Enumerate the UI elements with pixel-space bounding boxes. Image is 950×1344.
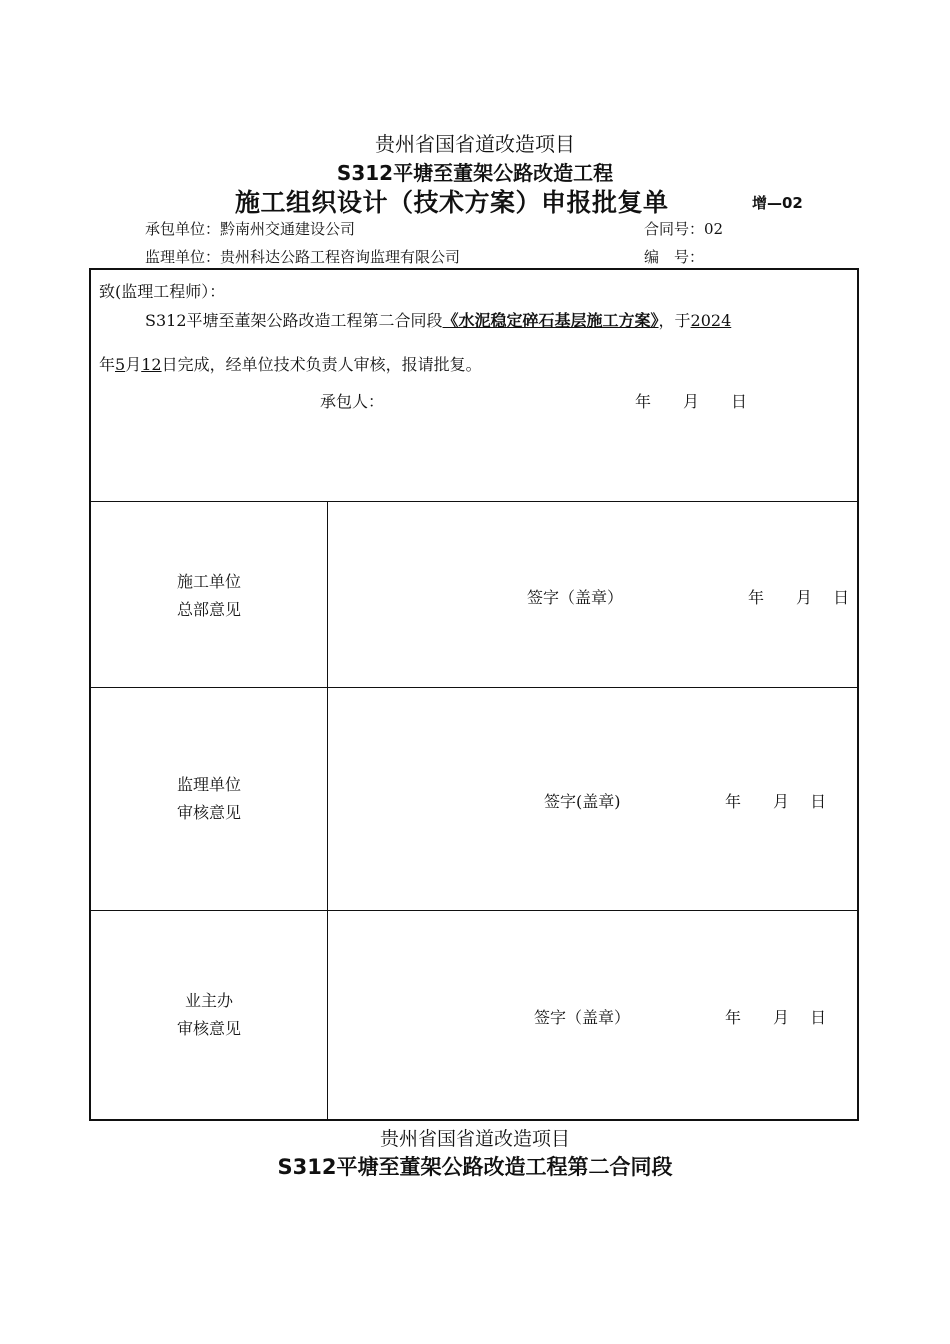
letter-line-1 bbox=[145, 308, 731, 331]
supervision-unit-date: 年 月 日 bbox=[725, 792, 827, 811]
supervisor-row bbox=[145, 246, 460, 267]
construction-unit-label bbox=[91, 568, 327, 624]
letter-line-2 bbox=[99, 352, 482, 375]
form-title: 施工组织设计（技术方案）申报批复单 bbox=[235, 188, 669, 217]
section-label-line: 审核意见 bbox=[176, 1019, 241, 1038]
letter-completion-text: 日完成，经单位技术负责人审核，报请批复。 bbox=[161, 355, 482, 374]
column-divider bbox=[327, 502, 328, 1119]
construction-unit-sign: 签字（盖章） bbox=[527, 588, 624, 607]
row-divider bbox=[90, 501, 858, 502]
contractor-label: 承包单位： bbox=[145, 220, 221, 238]
contract-no-label: 合同号： bbox=[644, 220, 705, 238]
owner-office-date: 年 月 日 bbox=[725, 1008, 827, 1027]
submit-year: 2024 bbox=[690, 311, 732, 330]
contractor-row bbox=[145, 218, 355, 239]
letter-mid-text: ，于 bbox=[658, 311, 691, 330]
supervision-unit-sign: 签字(盖章) bbox=[544, 792, 621, 811]
section-label-line: 总部意见 bbox=[176, 600, 241, 619]
footer-project: 贵州省国省道改造项目 bbox=[379, 1128, 570, 1150]
month-char: 月 bbox=[125, 355, 142, 374]
submit-month: 5 bbox=[115, 355, 126, 374]
form-code: 增—02 bbox=[752, 194, 803, 212]
year-char: 年 bbox=[99, 355, 116, 374]
plan-name: 《水泥稳定碎石基层施工方案》 bbox=[442, 311, 659, 330]
owner-office-label bbox=[91, 987, 327, 1043]
row-divider bbox=[90, 687, 858, 688]
section-label-line: 监理单位 bbox=[176, 775, 241, 794]
supervisor-label: 监理单位： bbox=[145, 248, 221, 266]
contract-no-value: 02 bbox=[704, 220, 724, 238]
project-subheading: S312平塘至董架公路改造工程 bbox=[336, 161, 614, 185]
letter-project-text: S312平塘至董架公路改造工程第二合同段 bbox=[145, 311, 443, 330]
submit-day: 12 bbox=[141, 355, 162, 374]
project-heading: 贵州省国省道改造项目 bbox=[375, 132, 575, 156]
section-label-line: 审核意见 bbox=[176, 803, 241, 822]
contractor-value: 黔南州交通建设公司 bbox=[220, 220, 356, 238]
row-divider bbox=[90, 910, 858, 911]
owner-office-sign: 签字（盖章） bbox=[534, 1008, 631, 1027]
section-label-line: 业主办 bbox=[184, 991, 233, 1010]
section-label-line: 施工单位 bbox=[176, 572, 241, 591]
serial-no-label: 编 号： bbox=[644, 248, 705, 266]
contractor-sign-date: 年 月 日 bbox=[635, 392, 748, 411]
addressee: 致(监理工程师）： bbox=[99, 282, 226, 301]
contract-no-row bbox=[644, 218, 723, 239]
contractor-sign-label: 承包人： bbox=[320, 392, 385, 411]
construction-unit-date: 年 月 日 bbox=[748, 588, 850, 607]
supervisor-value: 贵州科达公路工程咨询监理有限公司 bbox=[220, 248, 461, 266]
supervision-unit-label bbox=[91, 771, 327, 827]
footer-section: S312平塘至董架公路改造工程第二合同段 bbox=[277, 1155, 673, 1179]
